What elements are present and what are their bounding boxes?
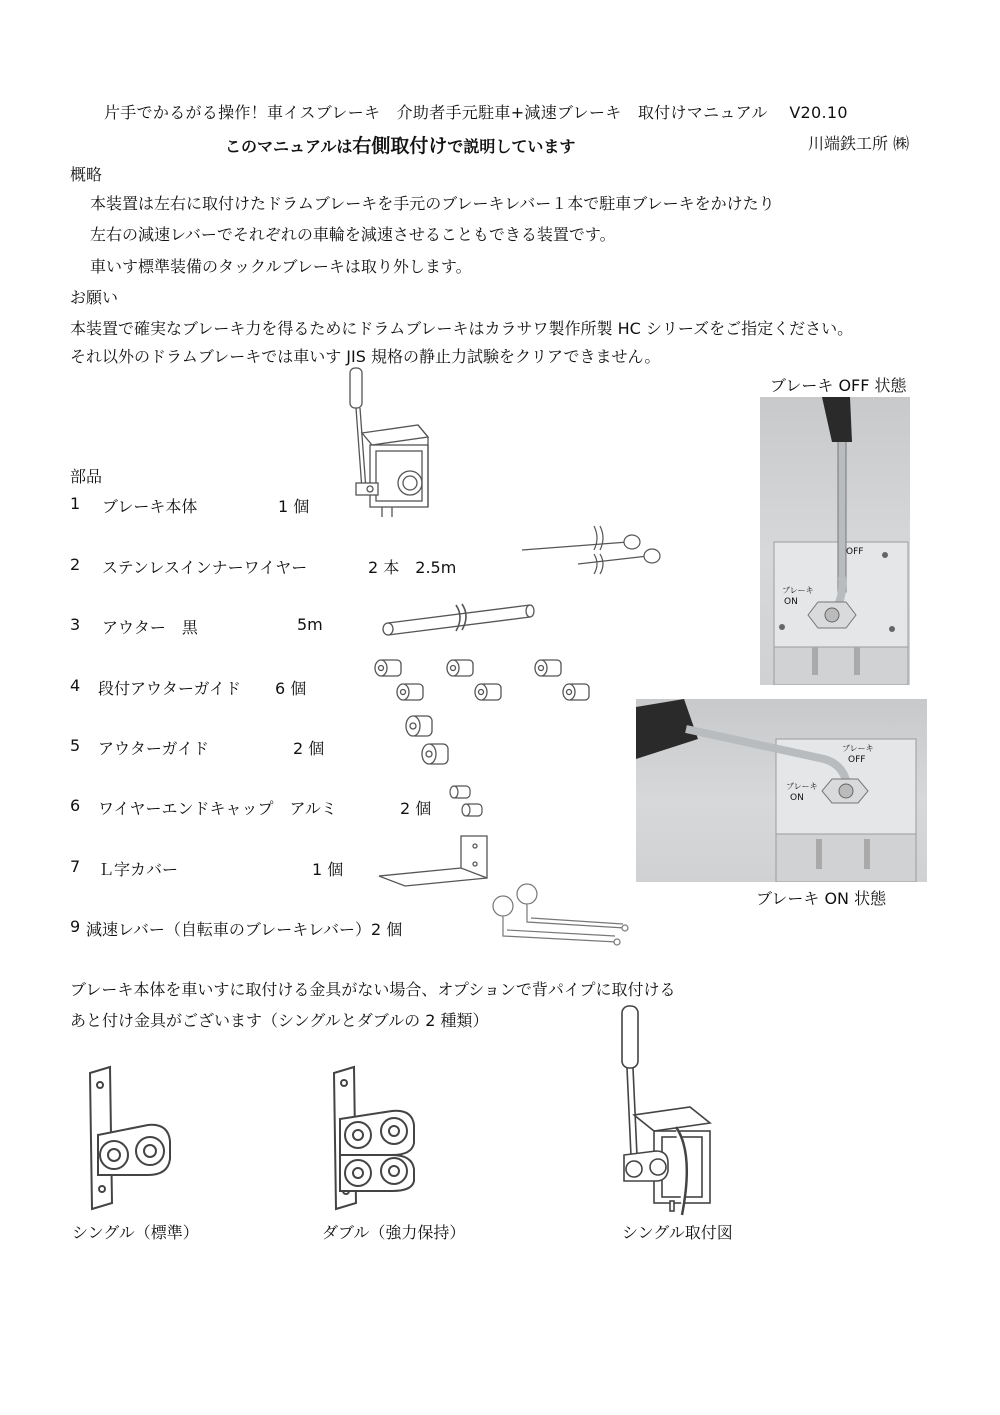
parts-heading: 部品 [70, 467, 103, 486]
inner-wire-drawing [520, 520, 670, 575]
part-name: アウターガイド [98, 739, 210, 758]
single-bracket-drawing [78, 1063, 178, 1213]
part-number: 6 [70, 796, 81, 815]
part-name: Ｌ字カバー [98, 860, 179, 879]
overview-line: 車いす標準装備のタックルブレーキは取り外します。 [90, 257, 472, 276]
photo-off-label: OFF [848, 755, 866, 765]
single-mount-drawing [610, 1003, 720, 1218]
overview-line: 本装置は左右に取付けたドラムブレーキを手元のブレーキレバー１本で駐車ブレーキをかけたり [90, 194, 775, 213]
subtitle-pre: このマニュアルは [225, 137, 353, 156]
decel-lever-drawing [485, 880, 630, 960]
brake-off-photo [760, 397, 910, 685]
request-heading: お願い [70, 288, 119, 307]
part-number: 3 [70, 615, 81, 634]
part-qty: 6 個 [275, 679, 307, 698]
part-qty: 2 本 2.5m [368, 558, 457, 577]
part-name: ワイヤーエンドキャップ アルミ [98, 799, 337, 818]
part-number: 7 [70, 857, 81, 876]
subtitle-emphasis: 右側取付け [352, 135, 448, 157]
photo-on-label: ON [790, 793, 804, 803]
brake-on-photo [636, 699, 927, 882]
overview-line: 左右の減速レバーでそれぞれの車輪を減速させることもできる装置です。 [90, 225, 616, 244]
part-number: 2 [70, 555, 81, 574]
page-title: 片手でかるがる操作！車イスブレーキ 介助者手元駐車+減速ブレーキ 取付けマニュアル V20.10 [104, 103, 848, 122]
part-name: アウター 黒 [102, 618, 198, 637]
photo-on-label: ON [784, 597, 798, 607]
option-line: あと付け金具がございます（シングルとダブルの 2 種類） [70, 1011, 489, 1030]
overview-heading: 概略 [70, 165, 103, 184]
single-caption: シングル（標準） [72, 1223, 199, 1242]
outer-tube-drawing [380, 595, 540, 640]
photo-off-label: OFF [846, 547, 864, 557]
stepped-outer-guide-drawing [365, 655, 615, 710]
mount-caption: シングル取付図 [622, 1223, 733, 1242]
part-name: ステンレスインナーワイヤー [102, 558, 308, 577]
double-bracket-drawing [326, 1063, 426, 1213]
brake-on-caption: ブレーキ ON 状態 [756, 889, 887, 908]
photo-brake-label: ブレーキ [782, 586, 814, 595]
part-name: 段付アウターガイド [98, 679, 242, 698]
part-qty: 2 個 [293, 739, 325, 758]
page-subtitle [225, 131, 575, 158]
part-number: 1 [70, 494, 81, 513]
photo-brake-label: ブレーキ [842, 744, 874, 753]
part-number: 5 [70, 736, 81, 755]
part-number: 4 [70, 676, 81, 695]
request-line: それ以外のドラムブレーキでは車いす JIS 規格の静止力試験をクリアできません。 [70, 347, 661, 366]
part-number: 9 [70, 917, 81, 936]
part-qty: 1 個 [278, 497, 310, 516]
photo-brake-label: ブレーキ [786, 782, 818, 791]
double-caption: ダブル（強力保持） [322, 1223, 466, 1242]
l-cover-drawing [375, 832, 495, 892]
request-line: 本装置で確実なブレーキ力を得るためにドラムブレーキはカラサワ製作所製 HC シリーズをご指定ください。 [70, 319, 854, 338]
brake-off-caption: ブレーキ OFF 状態 [770, 376, 907, 395]
subtitle-post: で説明しています [447, 137, 576, 156]
part-name: 減速レバー（自転車のブレーキレバー）2 個 [86, 920, 403, 939]
brake-body-drawing [340, 365, 435, 525]
company-name: 川端鉄工所 ㈱ [808, 134, 910, 153]
wire-end-cap-drawing [448, 782, 493, 822]
outer-guide-drawing [400, 712, 465, 772]
part-qty: 1 個 [312, 860, 344, 879]
option-line: ブレーキ本体を車いすに取付ける金具がない場合、オプションで背パイプに取付ける [70, 980, 676, 999]
part-qty: 5m [297, 615, 323, 634]
part-qty: 2 個 [400, 799, 432, 818]
part-name: ブレーキ本体 [102, 497, 198, 516]
